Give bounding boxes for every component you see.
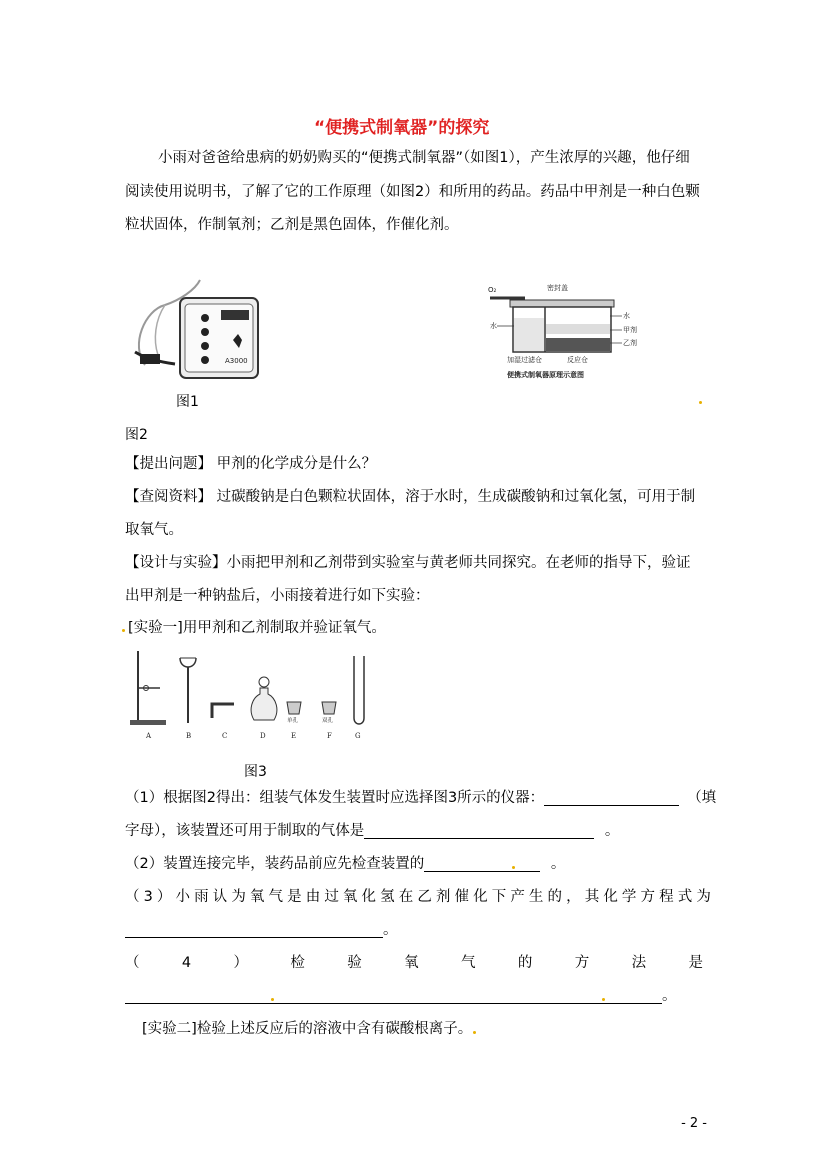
intro-line-2: 阅读使用说明书，了解了它的工作原理（如图2）和所用的药品。药品中甲剂是一种白色颗 [125, 184, 700, 200]
research-line-2: 取氧气。 [125, 522, 183, 538]
svg-text:A: A [146, 732, 152, 740]
figure-3-apparatus [122, 648, 372, 748]
q2-line: （2）装置连接完毕，装药品前应先检查装置的 。 [125, 856, 566, 872]
svg-text:单孔: 单孔 [287, 718, 299, 724]
svg-text:F: F [327, 732, 332, 740]
question-line [125, 457, 376, 472]
svg-text:加湿过滤仓: 加湿过滤仓 [507, 356, 542, 364]
page-number: - 2 - [681, 1116, 707, 1131]
svg-text:便携式制氧器原理示意图: 便携式制氧器原理示意图 [507, 371, 584, 379]
intro-line-3: 粒状固体，作制氧剂；乙剂是黑色固体，作催化剂。 [125, 217, 459, 233]
svg-text:E: E [291, 732, 297, 740]
q4-line-2: 。 [125, 989, 677, 1004]
q1-answer-blank-1[interactable] [544, 805, 679, 806]
figure-3-caption: 图3 [244, 764, 267, 780]
q3-line-1: （3）小雨认为氧气是由过氧化氢在乙剂催化下产生的，其化学方程式为 [125, 889, 715, 905]
svg-text:水: 水 [490, 322, 497, 330]
q1-line-1: （1）根据图2得出：组装气体发生装置时应选择图3所示的仪器： （填 [125, 790, 717, 806]
figure-2-diagram [485, 280, 640, 380]
q4-line-1: （ 4 ） 检 验 氧 气 的 方 法 是 [125, 955, 703, 971]
figure-2-caption: 图2 [125, 427, 148, 443]
figure-1-device [125, 270, 265, 385]
experiment-1-heading: [实验一]用甲剂和乙剂制取并验证氧气。 [128, 620, 386, 636]
research-tag: 【查阅资料】 [125, 489, 212, 505]
svg-text:反应仓: 反应仓 [567, 356, 588, 364]
svg-text:双孔: 双孔 [322, 718, 334, 724]
svg-text:密封盖: 密封盖 [547, 284, 568, 292]
design-line-2: 出甲剂是一种钠盐后，小雨接着进行如下实验： [125, 588, 430, 604]
question-text: 甲剂的化学成分是什么？ [212, 456, 377, 472]
figure-1-caption: 图1 [176, 394, 199, 410]
svg-text:水: 水 [623, 312, 630, 320]
q4-answer-blank[interactable] [125, 1003, 662, 1004]
svg-text:C: C [222, 732, 228, 740]
svg-text:甲剂: 甲剂 [623, 326, 637, 334]
intro-line-1: 小雨对爸爸给患病的奶奶购买的“便携式制氧器”（如图1），产生浓厚的兴趣，他仔细 [158, 150, 690, 166]
svg-text:乙剂: 乙剂 [623, 339, 637, 347]
device-model-label: A3000 [225, 357, 248, 365]
research-line-1: 【查阅资料】 过碳酸钠是白色颗粒状固体，溶于水时，生成碳酸钠和过氧化氢，可用于制 [125, 489, 696, 505]
question-tag: 【提出问题】 [125, 456, 212, 472]
q1-answer-blank-2[interactable] [364, 838, 594, 839]
svg-text:G: G [355, 732, 361, 740]
q3-line-2: 。 [125, 923, 398, 938]
q2-answer-blank[interactable] [424, 871, 540, 872]
q3-answer-blank[interactable] [125, 937, 383, 938]
q1-line-2: 字母），该装置还可用于制取的气体是 。 [125, 823, 620, 839]
svg-text:B: B [186, 732, 192, 740]
page-title: “便携式制氧器”的探究 [314, 118, 490, 138]
svg-text:D: D [260, 732, 266, 740]
design-tag: 【设计与实验】 [125, 555, 227, 571]
design-line-1: 【设计与实验】小雨把甲剂和乙剂带到实验室与黄老师共同探究。在老师的指导下，验证 [125, 555, 691, 571]
svg-text:O₂: O₂ [488, 286, 497, 294]
experiment-2-heading: [实验二]检验上述反应后的溶液中含有碳酸根离子。 [142, 1021, 473, 1037]
